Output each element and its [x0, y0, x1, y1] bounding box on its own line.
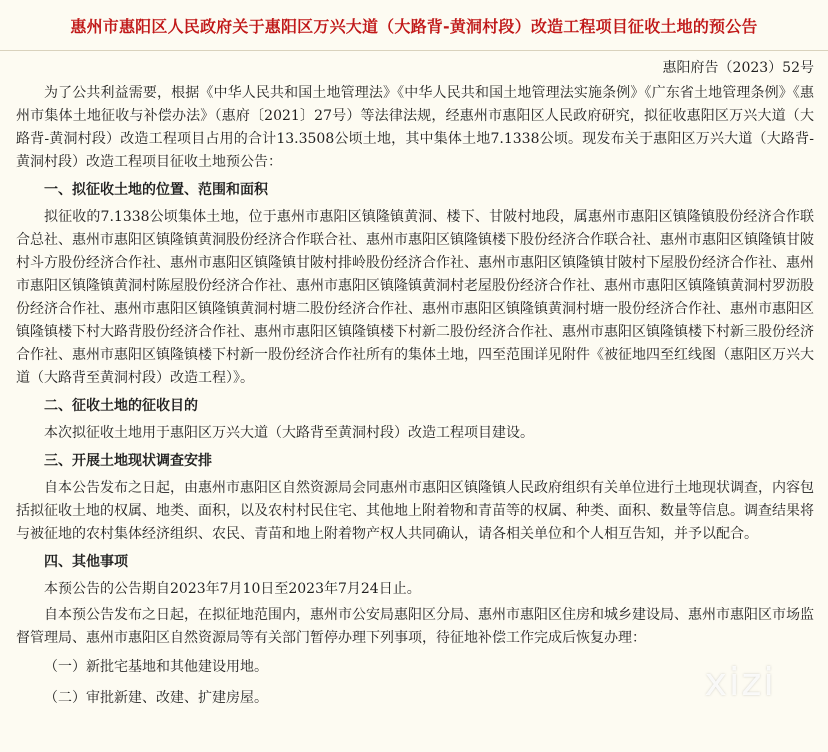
section-2-heading: 二、征收土地的征收目的 — [44, 398, 198, 414]
document-body — [16, 82, 814, 718]
section-3-paragraph: 自本公告发布之日起，由惠州市惠阳区自然资源局会同惠州市惠阳区镇隆镇人民政府组织有关单位进行土地现状调查，内容包括拟征收土地的权属、地类、面积，以及农村村民住宅、其他地上附着物和青苗等的权属、种类、面积、数量等信息。调查结果将与被征地的农村集体经济组织、农民、青苗和地上附着物产权人共同确认，请各相关单位和个人相互告知，并予以配合。 — [16, 480, 814, 542]
section-3-heading: 三、开展土地现状调查安排 — [44, 453, 212, 469]
section-1-paragraph: 拟征收的7.1338公顷集体土地，位于惠州市惠阳区镇隆镇黄洞、楼下、甘陂村地段，属惠州市惠阳区镇隆镇股份经济合作联合总社、惠州市惠阳区镇隆镇黄洞股份经济合作联合社、惠州市惠阳区镇隆镇楼下股份经济合作联合社、惠州市惠阳区镇隆镇甘陂村斗方股份经济合作社、惠州市惠阳区镇隆镇甘陂村排岭股份经济合作社、惠州市惠阳区镇隆镇甘陂村下屋股份经济合作社、惠州市惠阳区镇隆镇黄洞村陈屋股份经济合作社、惠州市惠阳区镇隆镇黄洞村老屋股份经济合作社、惠州市惠阳区镇隆镇黄洞村罗沥股份经济合作社、惠州市惠阳区镇隆镇黄洞村塘二股份经济合作社、惠州市惠阳区镇隆镇黄洞村塘一股份经济合作社、惠州市惠阳区镇隆镇楼下村大路背股份经济合作社、惠州市惠阳区镇隆镇楼下村新二股份经济合作社、惠州市惠阳区镇隆镇楼下村新三股份经济合作社、惠州市惠阳区镇隆镇楼下村新一股份经济合作社所有的集体土地，四至范围详见附件《被征地四至红线图（惠阳区万兴大道（大路背至黄洞村段）改造工程）》。 — [16, 209, 814, 386]
list-item: （一）新批宅基地和其他建设用地。 — [44, 659, 268, 675]
page-title: 惠州市惠阳区人民政府关于惠阳区万兴大道（大路背-黄洞村段）改造工程项目征收土地的预公告 — [70, 16, 758, 36]
section-2-paragraph: 本次拟征收土地用于惠阳区万兴大道（大路背至黄洞村段）改造工程项目建设。 — [44, 425, 534, 441]
watermark-logo: xizi — [704, 660, 776, 704]
list-item: （二）审批新建、改建、扩建房屋。 — [44, 690, 268, 706]
section-4-heading: 四、其他事项 — [44, 554, 128, 570]
intro-paragraph: 为了公共利益需要，根据《中华人民共和国土地管理法》《中华人民共和国土地管理法实施条例》《广东省土地管理条例》《惠州市集体土地征收与补偿办法》（惠府〔2021〕27号）等法律法规，经惠州市惠阳区人民政府研究，拟征收惠阳区万兴大道（大路背-黄洞村段）改造工程项目占用的合计13.3508公顷土地，其中集体土地7.1338公顷。现发布关于惠阳区万兴大道（大路背-黄洞村段）改造工程项目征收土地预公告： — [16, 85, 814, 170]
section-1-heading: 一、拟征收土地的位置、范围和面积 — [44, 182, 268, 198]
document-number: 惠阳府告（2023）52号 — [662, 60, 814, 76]
title-bar — [0, 0, 828, 51]
section-4-paragraph-period: 本预公告的公告期自2023年7月10日至2023年7月24日止。 — [44, 581, 421, 597]
section-4-paragraph-suspension: 自本预公告发布之日起，在拟征地范围内，惠州市公安局惠阳区分局、惠州市惠阳区住房和城乡建设局、惠州市惠阳区市场监督管理局、惠州市惠阳区自然资源局等有关部门暂停办理下列事项，待征地补偿工作完成后恢复办理： — [16, 607, 814, 646]
